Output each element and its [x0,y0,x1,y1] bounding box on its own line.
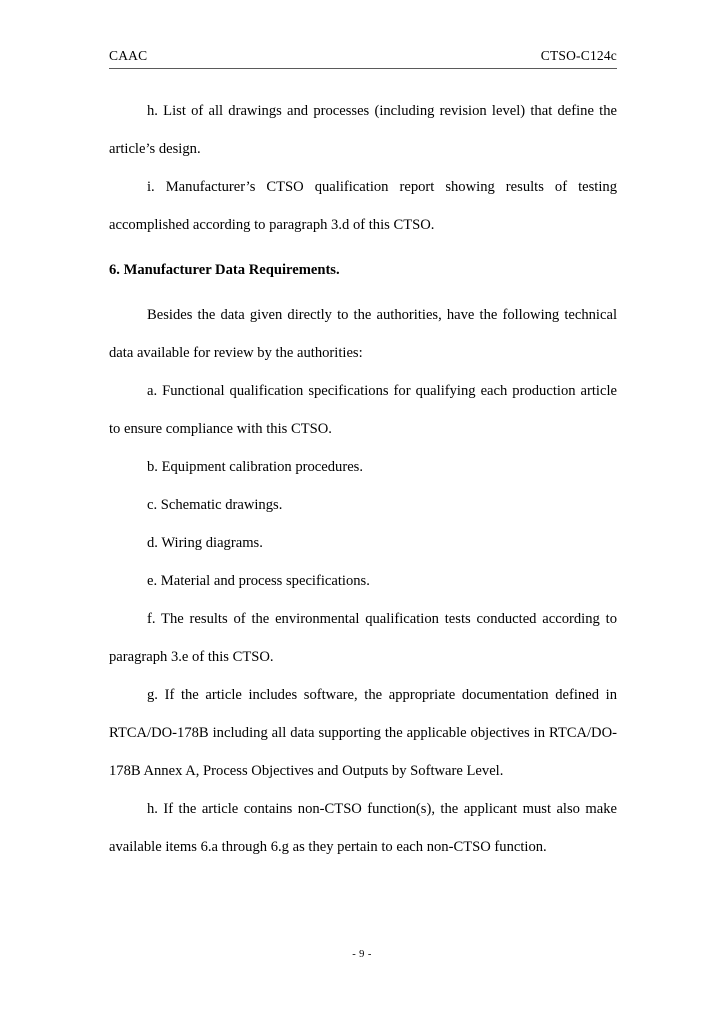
body-paragraph: d. Wiring diagrams. [147,535,263,551]
page-footer [0,948,724,962]
body-paragraph: i. Manufacturer’s CTSO qualification report showing results of testing accomplished according to paragraph 3.d of this CTSO. [109,179,617,233]
header-document-number: CTSO-C124c [540,48,617,63]
body-paragraph: h. List of all drawings and processes (including revision level) that define the article’s design. [109,103,617,157]
body-paragraph: Besides the data given directly to the authorities, have the following technical data available for review by the authorities: [109,307,617,361]
body-paragraph: a. Functional qualification specifications for qualifying each production article to ensure compliance with this CTSO. [109,383,617,437]
body-paragraph: h. If the article contains non-CTSO function(s), the applicant must also make available items 6.a through 6.g as they pertain to each non-CTSO function. [109,801,617,855]
page-number: - 9 - [352,949,372,960]
body-paragraph: b. Equipment calibration procedures. [147,459,363,475]
header-organization: CAAC [109,48,148,63]
body-paragraph: c. Schematic drawings. [147,497,283,513]
body-paragraph: f. The results of the environmental qualification tests conducted according to paragraph 3.e of this CTSO. [109,611,617,665]
header-divider-rule [109,68,617,69]
body-paragraph: g. If the article includes software, the appropriate documentation defined in RTCA/DO-178B including all data supporting the applicable objectives in RTCA/DO-178B Annex A, Process Objectives and Outputs by Software Level. [109,687,617,779]
body-paragraph: e. Material and process specifications. [147,573,370,589]
running-header [109,48,617,64]
document-body [109,92,617,866]
section-heading: 6. Manufacturer Data Requirements. [109,262,340,278]
